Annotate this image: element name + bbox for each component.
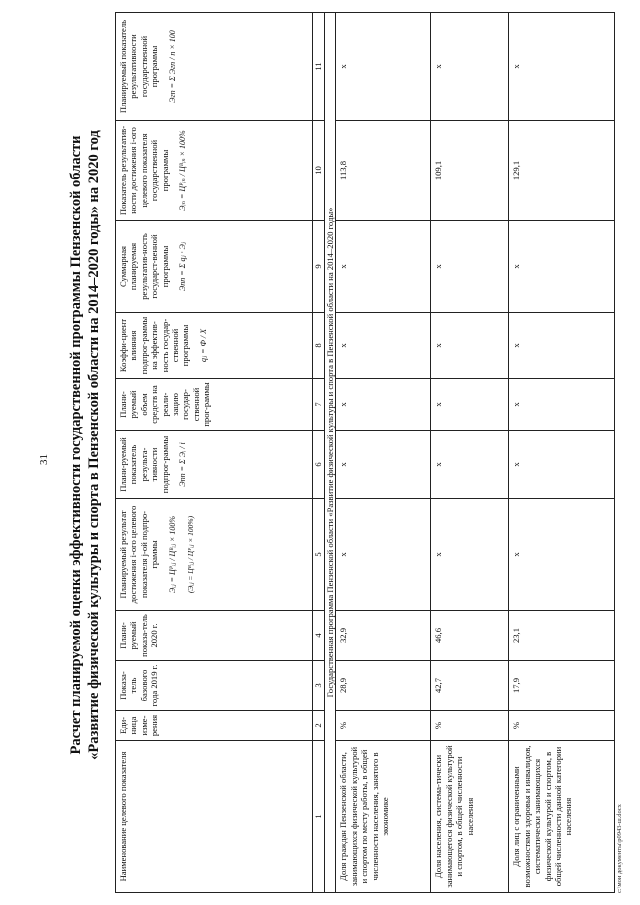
plan-value-cell: 46,6 (431, 611, 509, 661)
formula-col5: Эᵢⱼ = Цᴾᵢⱼ / Цᴮᵢⱼ × 100% (167, 515, 177, 594)
table-row (509, 13, 615, 893)
column-number: 9 (313, 221, 325, 313)
indicator-name: Доля лиц с ограниченными возможностями здоровья и инвалидов, систематически занимающихся физической культурой и спортом, в общей численности данной категории населения (509, 741, 615, 893)
unit-cell: % (431, 711, 509, 741)
formula-col8: qⱼ = Ф / Х (198, 328, 208, 363)
formula-col6: Эпп = Σ Эᵢ / i (178, 442, 188, 487)
indicator-name: Доля граждан Пензенской области, занимающихся физической культурой и спортом по месту работы, в общей численности населения, занятого в экономике (336, 741, 431, 893)
unit-cell: % (336, 711, 431, 741)
page-number: 31 (38, 454, 50, 465)
table-cell: х (336, 431, 431, 499)
column-number: 1 (313, 741, 325, 893)
table-cell: х (336, 13, 431, 121)
table-cell: х (431, 313, 509, 379)
base-value-cell: 28,9 (336, 661, 431, 711)
formula-col9: Эпп = Σ qⱼ · Эⱼ (178, 242, 188, 291)
efficiency-table (115, 12, 615, 893)
header-total-result: Суммарная планируемая результатив-ность государст-венной программы Эпп = Σ qⱼ · Эⱼ (116, 221, 313, 313)
plan-value-cell: 23,1 (509, 611, 615, 661)
section-state-program: Государственная программа Пензенской области «Развитие физической культуры и спорта в Пензенской области на 2014–2020 годы» (325, 13, 336, 893)
base-value-cell: 42,7 (431, 661, 509, 711)
column-number: 3 (313, 661, 325, 711)
header-planned-result: Планируемый результат достижения i-ого целевого показателя j-ой подпро-граммы Эᵢⱼ = Цᴾᵢⱼ / Цᴮᵢⱼ × 100% (Эᵢⱼ = Цᴮᵢⱼ / Цᴾᵢⱼ × 100%) (116, 499, 313, 611)
header-subprogram-result: Плани-руемый показатель результа-тивности подпрог-раммы Эпп = Σ Эᵢ / i (116, 431, 313, 499)
table-cell: х (431, 13, 509, 121)
column-number: 10 (313, 121, 325, 221)
header-row (116, 13, 313, 893)
base-value-cell: 17,9 (509, 661, 615, 711)
column-number-row (313, 13, 325, 893)
table-cell: х (509, 499, 615, 611)
column-number: 6 (313, 431, 325, 499)
table-row (431, 13, 509, 893)
result-value-cell: 109,1 (431, 121, 509, 221)
formula-col5-alt: (Эᵢⱼ = Цᴮᵢⱼ / Цᴾᵢⱼ × 100%) (185, 515, 195, 594)
table-cell: х (509, 379, 615, 431)
header-indicator-name: Наименование целевого показателя (116, 741, 313, 893)
table-cell: х (509, 431, 615, 499)
table-cell: х (431, 379, 509, 431)
formula-col11: Эгп = Σ Эгп / n × 100 (167, 30, 177, 103)
column-number: 5 (313, 499, 325, 611)
header-planned-funds: Плани-руемый объем средств на реали-зацию государ-ственной прог-раммы (116, 379, 313, 431)
table-cell: х (431, 499, 509, 611)
header-base-year: Показа-тель базового года 2019 г. (116, 661, 313, 711)
column-number: 2 (313, 711, 325, 741)
table-cell: х (509, 313, 615, 379)
column-number: 7 (313, 379, 325, 431)
document-title-line-1: Расчет планируемой оценки эффективности государственной программы Пензенской области (68, 135, 84, 755)
document-title-line-2: «Развитие физической культуры и спорта в Пензенской области на 2014–2020 годы» на 2020 год (86, 130, 102, 760)
table-cell: х (336, 313, 431, 379)
header-unit: Еди-ница изме-рения (116, 711, 313, 741)
section-row (325, 13, 336, 893)
table-row (336, 13, 431, 893)
table-cell: х (431, 221, 509, 313)
table-cell: х (509, 13, 615, 121)
indicator-name: Доля населения, система-тически занимающегося физической культурой и спортом, в общей численности населения (431, 741, 509, 893)
table-cell: х (336, 499, 431, 611)
header-planned-2020: Плани-руемый показа-тель 2020 г. (116, 611, 313, 661)
table-cell: х (336, 379, 431, 431)
table-cell: х (509, 221, 615, 313)
header-indicator-result: Показатель результатив-ности достижения i-ого целевого показателя государственной программы Эᵢₙ = Цᴾᵢₙ / Цᴮᵢₙ × 100% (116, 121, 313, 221)
result-value-cell: 113,8 (336, 121, 431, 221)
unit-cell: % (509, 711, 615, 741)
header-program-result: Планируемый показатель результативности государственной программы Эгп = Σ Эгп / n × 100 (116, 13, 313, 121)
table-cell: х (336, 221, 431, 313)
table-cell: х (431, 431, 509, 499)
formula-col10: Эᵢₙ = Цᴾᵢₙ / Цᴮᵢₙ × 100% (178, 130, 188, 211)
result-value-cell: 129,1 (509, 121, 615, 221)
plan-value-cell: 32,9 (336, 611, 431, 661)
header-influence-coefficient: Коэффи-циент влияния подпрог-раммы на эффектив-ность государ-ственной программы qⱼ = Ф / Х (116, 313, 313, 379)
column-number: 4 (313, 611, 325, 661)
column-number: 11 (313, 13, 325, 121)
column-number: 8 (313, 313, 325, 379)
footer-file-path: c:\мои документы\p0943-ш.docx (616, 804, 623, 893)
